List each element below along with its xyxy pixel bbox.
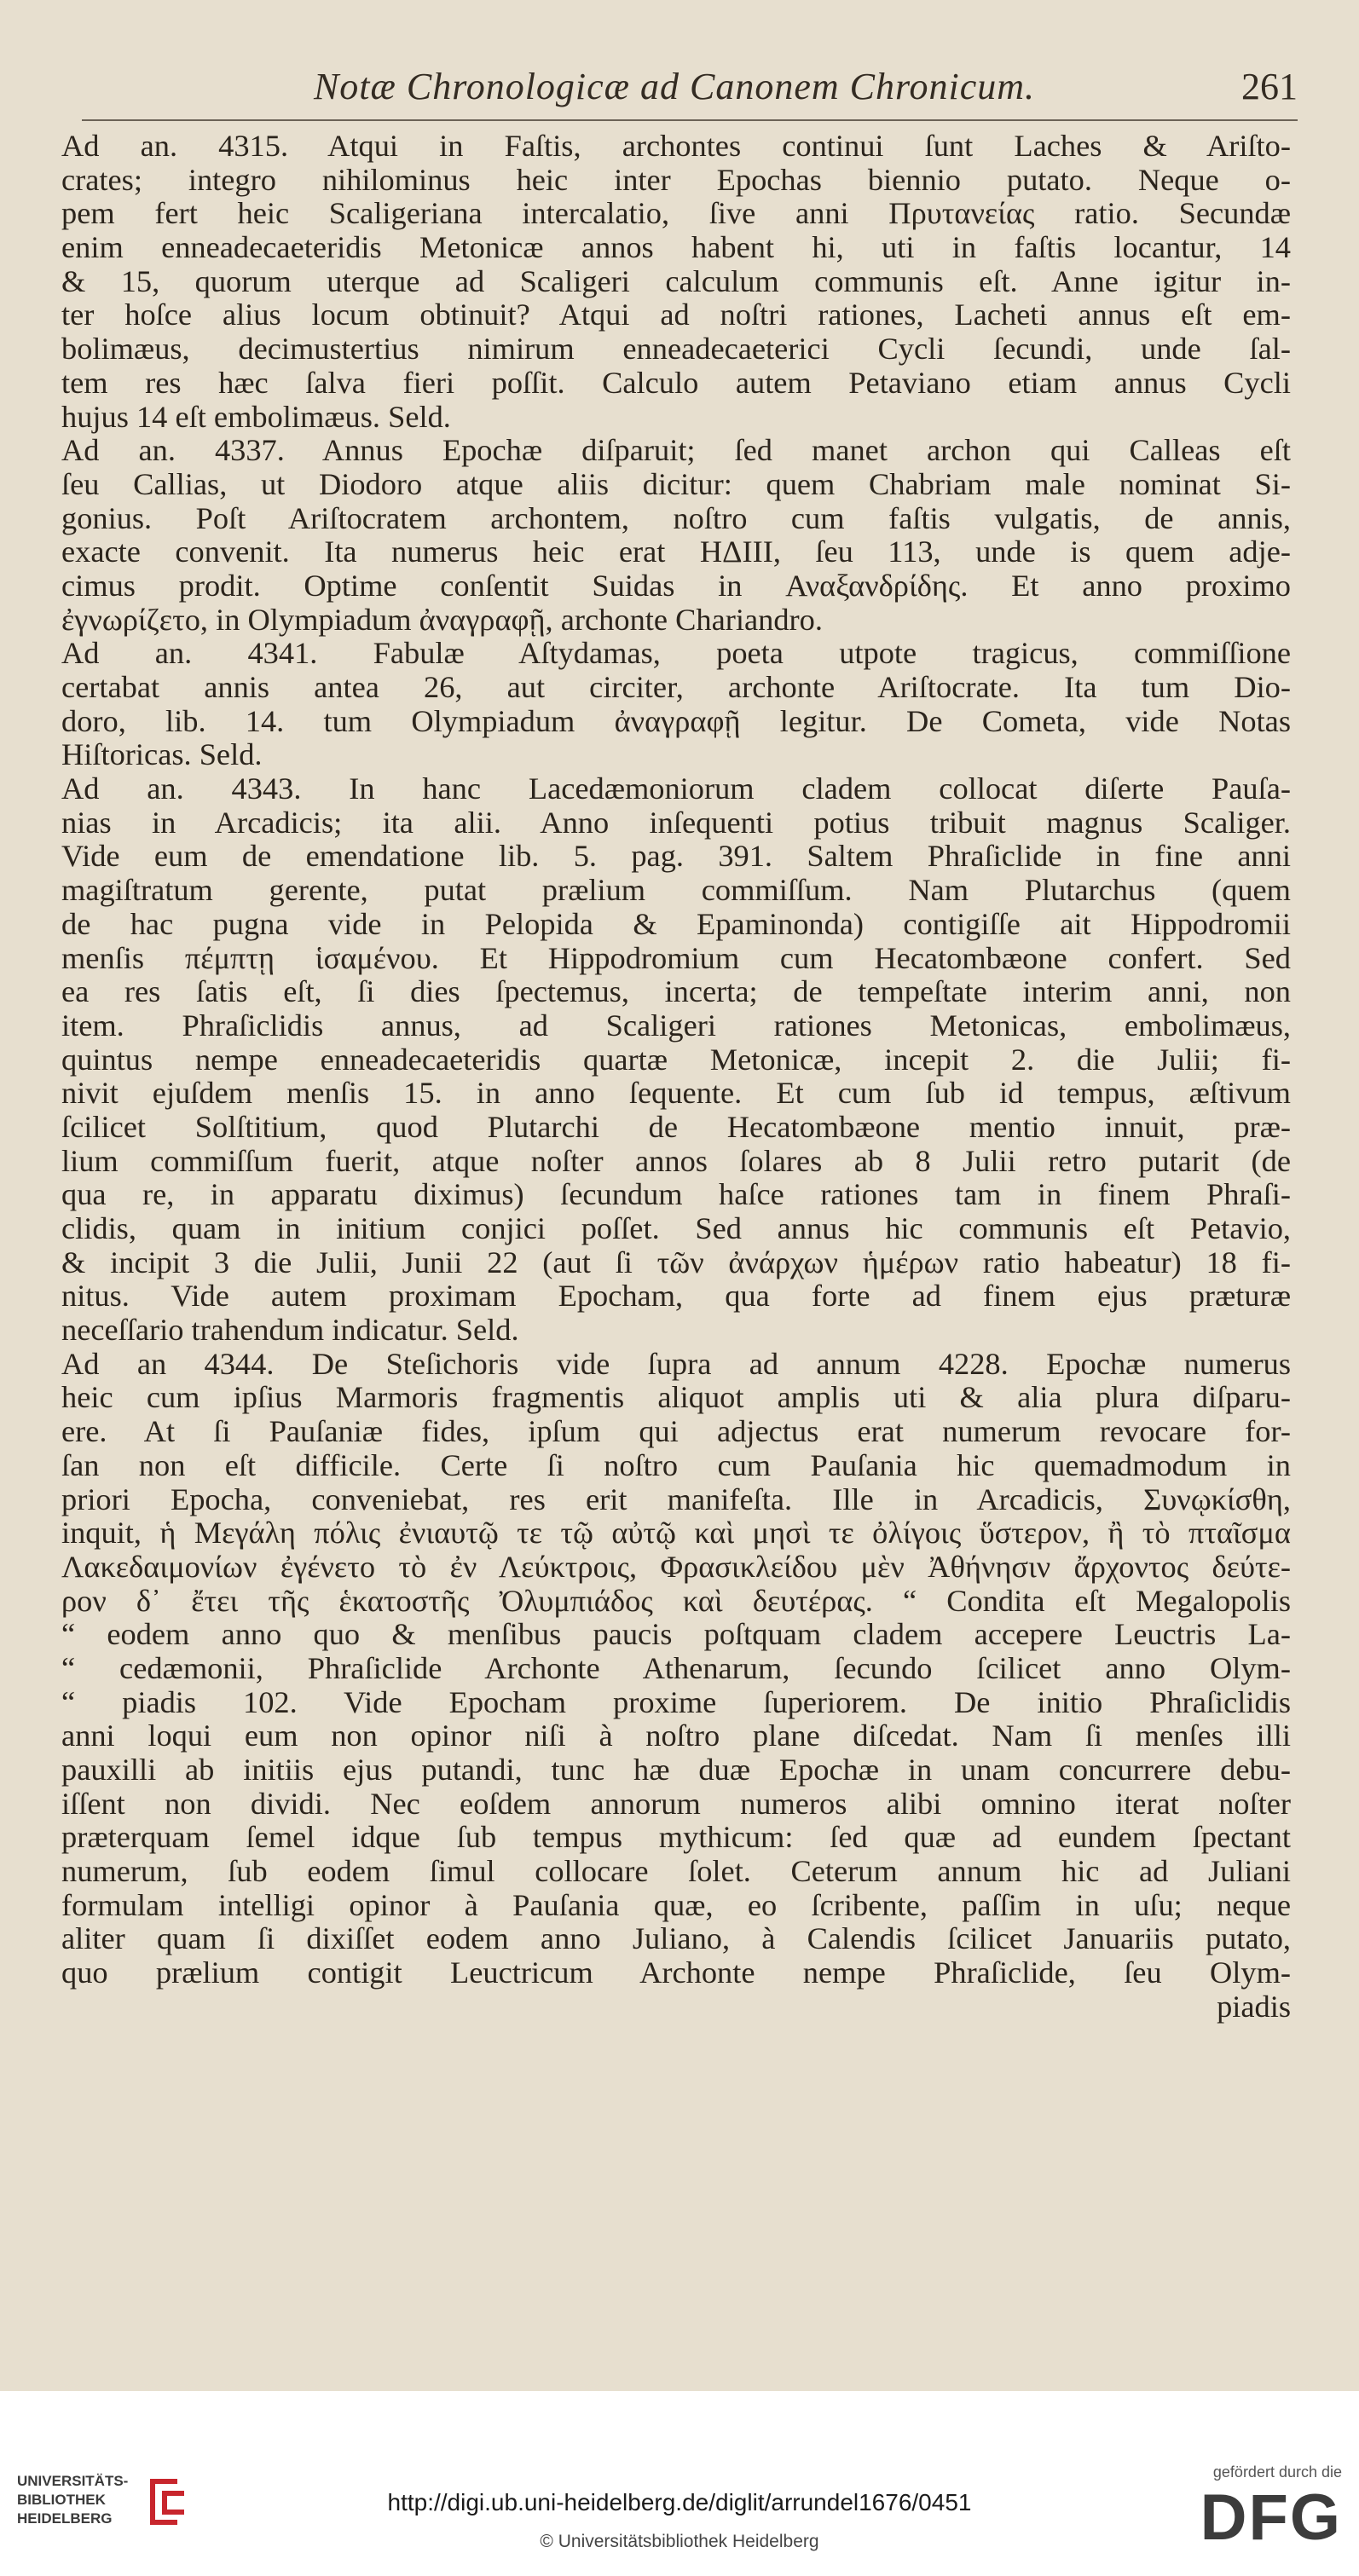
text-line: Ad an. 4341. Fabulæ Aſtydamas, poeta utpote tragicus, commiſſione	[61, 637, 1291, 671]
text-line: formulam intelligi opinor à Pauſania quæ, eo ſcribente, paſſim in uſu; neque	[61, 1888, 1291, 1922]
text-line: qua re, in apparatu diximus) ſecundum haſce rationes tam in finem Phraſi-	[61, 1178, 1291, 1212]
text-line: crates; integro nihilominus heic inter Epochas biennio putato. Neque o-	[61, 163, 1291, 197]
text-line: aliter quam ſi dixiſſet eodem anno Juliano, à Calendis ſcilicet Januariis putato,	[61, 1922, 1291, 1956]
text-line: ſan non eſt difficile. Certe ſi noſtro cum Pauſania hic quemadmodum in	[61, 1448, 1291, 1482]
text-line: ἐγνωρίζετο, in Olympiadum ἀναγραφῇ, archonte Chariandro.	[61, 603, 823, 637]
text-line: ea res ſatis eſt, ſi dies ſpectemus, incerta; de tempeſtate interim anni, non	[61, 975, 1291, 1009]
text-line: pauxilli ab initiis ejus putandi, tunc hæ duæ Epochæ in unam concurrere debu-	[61, 1753, 1291, 1787]
text-line: ſeu Callias, ut Diodoro atque aliis dicitur: quem Chabriam male nominat Si-	[61, 467, 1291, 501]
text-line: quintus nempe enneadecaeteridis quartæ Metonicæ, incepit 2. die Julii; fi-	[61, 1043, 1291, 1077]
text-line: præterquam ſemel idque ſub tempus mythicum: ſed quæ ad eundem ſpectant	[61, 1821, 1291, 1855]
text-line: menſis πέμπτῃ ἱσαμένου. Et Hippodromium cum Hecatombæone confert. Sed	[61, 941, 1291, 975]
text-line: lium commiſſum fuerit, atque noſter annos ſolares ab 8 Julii retro putarit (de	[61, 1144, 1291, 1178]
text-line: piadis	[1217, 1990, 1291, 2024]
running-title: Notæ Chronologicæ ad Canonem Chronicum.	[313, 66, 1036, 107]
text-line: tem res hæc ſalva fieri poſſit. Calculo autem Petaviano etiam annus Cycli	[61, 366, 1291, 400]
text-line: Ad an 4344. De Steſichoris vide ſupra ad annum 4228. Epochæ numerus	[61, 1347, 1291, 1381]
text-line: magiſtratum gerente, putat prælium commiſſum. Nam Plutarchus (quem	[61, 874, 1291, 908]
copyright-notice: © Universitätsbibliothek Heidelberg	[540, 2532, 819, 2551]
text-line: priori Epocha, conveniebat, res erit manifeſta. Ille in Arcadicis, Συνῳκίσθη,	[61, 1482, 1291, 1516]
text-line: ere. At ſi Pauſaniæ fides, ipſum qui adjectus erat numerum revocare for-	[61, 1415, 1291, 1449]
text-line: inquit, ἡ Μεγάλη πόλις ἐνιαυτῷ τε τῷ αὐτῷ καὶ μησὶ τε ὀλίγοις ὕστερον, ἢ τὸ πταῖσμα	[61, 1516, 1291, 1551]
text-line: doro, lib. 14. tum Olympiadum ἀναγραφῇ legitur. De Cometa, vide Notas	[61, 704, 1291, 738]
text-line: bolimæus, decimustertius nimirum enneadecaeterici Cycli ſecundi, unde ſal-	[61, 332, 1291, 367]
text-line: & 15, quorum uterque ad Scaligeri calculum communis eſt. Anne igitur in-	[61, 264, 1291, 298]
text-line: & incipit 3 die Julii, Junii 22 (aut ſi τῶν ἀνάρχων ἡμέρων ratio habeatur) 18 fi-	[61, 1245, 1291, 1279]
text-line: ſcilicet Solſtitium, quod Plutarchi de Hecatombæone mentio innuit, præ-	[61, 1110, 1291, 1144]
library-name-line: UNIVERSITÄTS-	[17, 2473, 129, 2489]
text-line: Ad an. 4315. Atqui in Faſtis, archontes continui ſunt Laches & Ariſto-	[61, 130, 1291, 163]
text-line: cimus prodit. Optime conſentit Suidas in Αναξανδρίδης. Et anno proximo	[61, 569, 1291, 603]
text-line: “ piadis 102. Vide Epocham proxime ſuperiorem. De initio Phraſiclidis	[61, 1685, 1291, 1719]
page-number: 261	[1241, 66, 1298, 107]
text-line: heic cum ipſius Marmoris fragmentis aliquot amplis uti & alia plura diſparu-	[61, 1381, 1291, 1415]
text-line: ter hoſce alius locum obtinuit? Atqui ad noſtri rationes, Lacheti annus eſt em-	[61, 298, 1291, 332]
text-line: Λακεδαιμονίων ἐγένετο τὸ ἐν Λεύκτροις, Φρασικλείδου μὲν Ἀθήνησιν ἄρχοντος δεύτε-	[61, 1550, 1291, 1584]
text-line: Hiſtoricas. Seld.	[61, 738, 263, 772]
text-line: anni loqui eum non opinor niſi à noſtro plane diſcedat. Nam ſi menſes illi	[61, 1719, 1291, 1753]
text-line: de hac pugna vide in Pelopida & Epaminonda) contigiſſe ait Hippodromii	[61, 907, 1291, 941]
text-line: Ad an. 4343. In hanc Lacedæmoniorum cladem collocat diſerte Pauſa-	[61, 772, 1291, 806]
running-head	[51, 65, 1298, 116]
text-line: exacte convenit. Ita numerus heic erat HΔIII, ſeu 113, unde is quem adje-	[61, 535, 1291, 569]
text-line: Vide eum de emendatione lib. 5. pag. 391. Saltem Phraſiclide in fine anni	[61, 840, 1291, 874]
sponsor[interactable]	[1171, 2463, 1342, 2555]
header-rule	[82, 119, 1298, 121]
text-line: “ cedæmonii, Phraſiclide Archonte Athenarum, ſecundo ſcilicet anno Olym-	[61, 1651, 1291, 1685]
text-line: numerum, ſub eodem ſimul collocare ſolet. Ceterum annum hic ad Juliani	[61, 1855, 1291, 1889]
text-line: enim enneadecaeteridis Metonicæ annos habent hi, uti in faſtis locantur, 14	[61, 231, 1291, 265]
text-line: nias in Arcadicis; ita alii. Anno inſequenti potius tribuit magnus Scaliger.	[61, 806, 1291, 840]
text-line: hujus 14 eſt embolimæus. Seld.	[61, 400, 451, 434]
text-line: “ eodem anno quo & menſibus paucis poſtquam cladem accepere Leuctris La-	[61, 1618, 1291, 1652]
library-name-line: HEIDELBERG	[17, 2510, 113, 2527]
text-line: pem fert heic Scaligeriana intercalatio, ſive anni Πρυτανείας ratio. Secundæ	[61, 197, 1291, 231]
text-line: quo prælium contigit Leuctricum Archonte nempe Phraſiclide, ſeu Olym-	[61, 1956, 1291, 1990]
library-name-line: BIBLIOTHEK	[17, 2492, 106, 2508]
text-line: certabat annis antea 26, aut circiter, archonte Ariſtocrate. Ita tum Dio-	[61, 671, 1291, 704]
dfg-logo: DFG	[1200, 2481, 1342, 2554]
text-line: ρον δ᾽ ἔτει τῆς ἑκατοστῆς Ὀλυμπιάδος καὶ δευτέρας. “ Condita eſt Megalopolis	[61, 1584, 1291, 1618]
text-line: neceſſario trahendum indicatur. Seld.	[61, 1314, 519, 1348]
text-line: item. Phraſiclidis annus, ad Scaligeri rationes Metonicas, embolimæus,	[61, 1008, 1291, 1043]
permalink-url[interactable]: http://digi.ub.uni-heidelberg.de/diglit/arrundel1676/0451	[387, 2489, 972, 2515]
text-line: gonius. Poſt Ariſtocratem archontem, noſtro cum faſtis vulgatis, de annis,	[61, 501, 1291, 535]
text-line: nivit ejuſdem menſis 15. in anno ſequente. Et cum ſub id tempus, æſtivum	[61, 1077, 1291, 1111]
text-line: Ad an. 4337. Annus Epochæ diſparuit; ſed manet archon qui Calleas eſt	[61, 434, 1291, 468]
text-line: iſſent non dividi. Nec eoſdem annorum numeros alibi omnino iterat noſter	[61, 1787, 1291, 1821]
text-line: clidis, quam in initium conjici poſſet. Sed annus hic communis eſt Petavio,	[61, 1212, 1291, 1245]
text-body	[61, 130, 1291, 2024]
sponsor-note: gefördert durch die	[1212, 2463, 1342, 2481]
text-line: nitus. Vide autem proximam Epocham, qua forte ad finem ejus præturæ	[61, 1279, 1291, 1314]
